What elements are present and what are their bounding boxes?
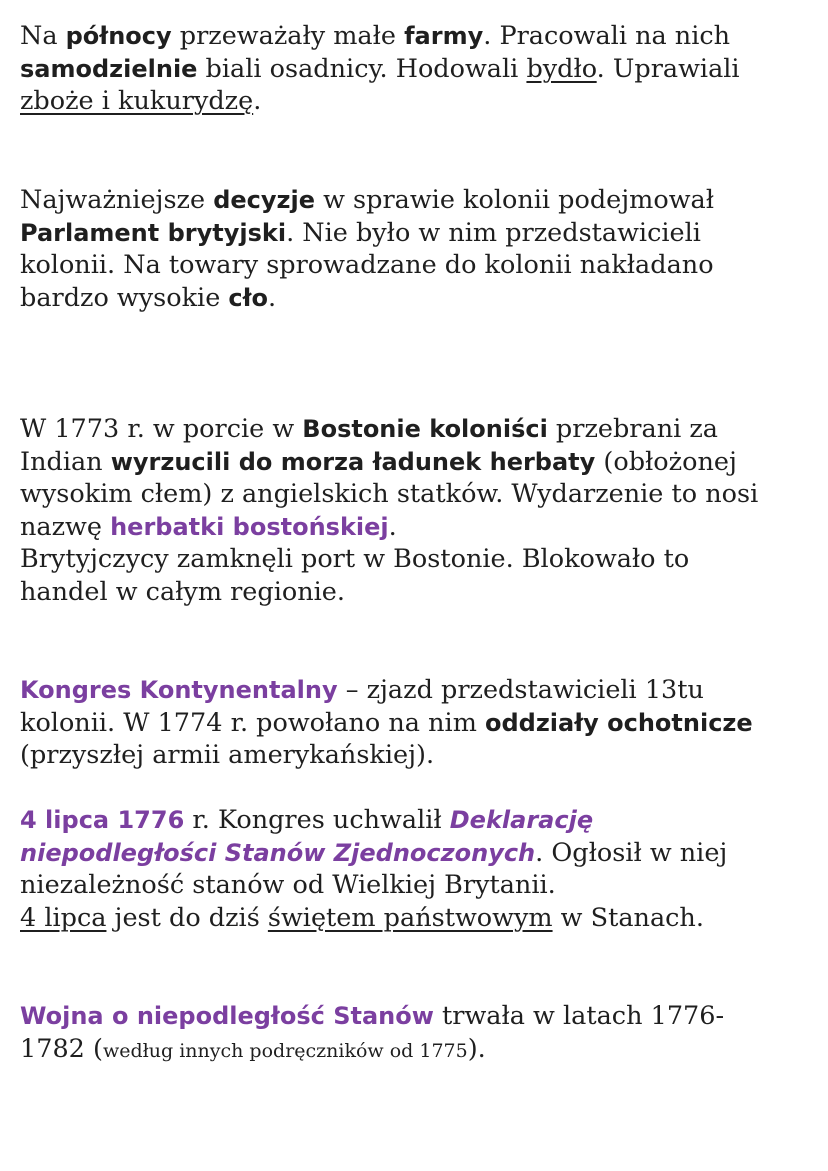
text-run: (przyszłej armii amerykańskiej). [20, 740, 435, 770]
highlighted-term: Wojna o niepodległość Stanów [20, 1002, 434, 1030]
text-run: . Ogłosił w niej [535, 837, 728, 868]
text-line [20, 869, 820, 902]
highlighted-term: Kongres Kontynentalny [20, 676, 338, 704]
text-run: jest do dziś [106, 902, 268, 933]
underlined-term: świętem państwowym [267, 902, 553, 933]
paragraph-declaration [20, 804, 820, 934]
bold-term: oddziały ochotnicze [484, 708, 753, 737]
highlighted-term: 4 lipca 1776 [20, 806, 185, 834]
highlighted-italic-term: niepodległości Stanów Zjednoczonych [20, 838, 536, 867]
underlined-term: 4 lipca [20, 902, 107, 933]
text-run: r. Kongres uchwalił [184, 805, 450, 835]
text-line [20, 902, 820, 935]
text-run: wysokim cłem) z angielskich statków. Wydarzenie to nosi [20, 479, 759, 509]
text-line [20, 85, 820, 118]
text-run: . Pracowali na nich [483, 21, 731, 51]
paragraph-boston-tea-party [20, 413, 820, 608]
highlighted-term: herbatki bostońskiej [110, 512, 389, 541]
text-line [20, 478, 820, 511]
text-run: handel w całym regionie. [20, 576, 345, 607]
text-line [20, 511, 820, 544]
text-run: W 1773 r. w porcie w [20, 414, 303, 444]
text-run: (obłożonej [595, 446, 737, 477]
text-run: Brytyjczycy zamknęli port w Bostonie. Blokowało to [20, 544, 690, 574]
text-run: w sprawie kolonii podejmował [315, 185, 714, 215]
underlined-term: bydło [526, 53, 597, 84]
text-run: Na [20, 21, 66, 51]
text-line [20, 576, 820, 609]
text-line [20, 707, 820, 740]
text-run: przeważały małe [171, 21, 405, 51]
bold-term: wyrzucili do morza ładunek herbaty [110, 447, 596, 476]
text-line [20, 184, 820, 217]
text-run: kolonii. Na towary sprowadzane do kolonii nakładano [20, 250, 714, 280]
text-line [20, 674, 820, 707]
bold-term: Parlament brytyjski [20, 218, 287, 247]
text-line [20, 53, 820, 86]
text-line [20, 20, 820, 53]
text-run: przebrani za [547, 414, 719, 444]
text-run: Indian [20, 446, 111, 477]
text-run: w Stanach. [552, 902, 704, 933]
bold-term: farmy [404, 22, 484, 50]
underlined-term: zboże i kukurydzę [20, 86, 254, 116]
text-run: . Nie było w nim przedstawicieli [286, 217, 701, 248]
text-run: bardzo wysokie [20, 282, 229, 313]
text-run: niezależność stanów od Wielkiej Brytanii. [20, 870, 556, 900]
text-run: . [253, 86, 262, 116]
small-note: według innych podręczników od 1775 [102, 1039, 468, 1062]
text-line [20, 282, 820, 315]
bold-term: decyzje [213, 186, 315, 214]
bold-term: cło [228, 283, 269, 312]
text-run: – zjazd przedstawicieli 13tu [337, 675, 704, 705]
text-run: . Uprawiali [596, 53, 740, 84]
text-run: . [268, 282, 277, 313]
text-line [20, 217, 820, 250]
bold-term: północy [65, 22, 172, 50]
text-line [20, 739, 820, 772]
paragraph-north-farms [20, 20, 820, 118]
paragraph-continental-congress [20, 674, 820, 772]
text-run: trwała w latach 1776- [433, 1001, 725, 1031]
text-run: nazwę [20, 511, 111, 542]
text-run: 1782 ( [20, 1033, 103, 1064]
text-line [20, 446, 820, 479]
text-run: . [388, 511, 397, 542]
text-line [20, 1000, 820, 1033]
text-line [20, 543, 820, 576]
text-line [20, 804, 820, 837]
text-line [20, 837, 820, 870]
paragraph-parliament [20, 184, 820, 314]
text-line [20, 249, 820, 282]
highlighted-italic-term: Deklarację [449, 806, 594, 834]
bold-term: Bostonie koloniści [302, 415, 548, 443]
text-run: kolonii. W 1774 r. powołano na nim [20, 707, 485, 738]
text-run: Najważniejsze [20, 185, 214, 215]
text-run: biali osadnicy. Hodowali [197, 53, 527, 84]
text-line [20, 1033, 820, 1066]
paragraph-independence-war [20, 1000, 820, 1065]
bold-term: samodzielnie [20, 54, 198, 83]
text-run: ). [467, 1033, 486, 1064]
text-line [20, 413, 820, 446]
